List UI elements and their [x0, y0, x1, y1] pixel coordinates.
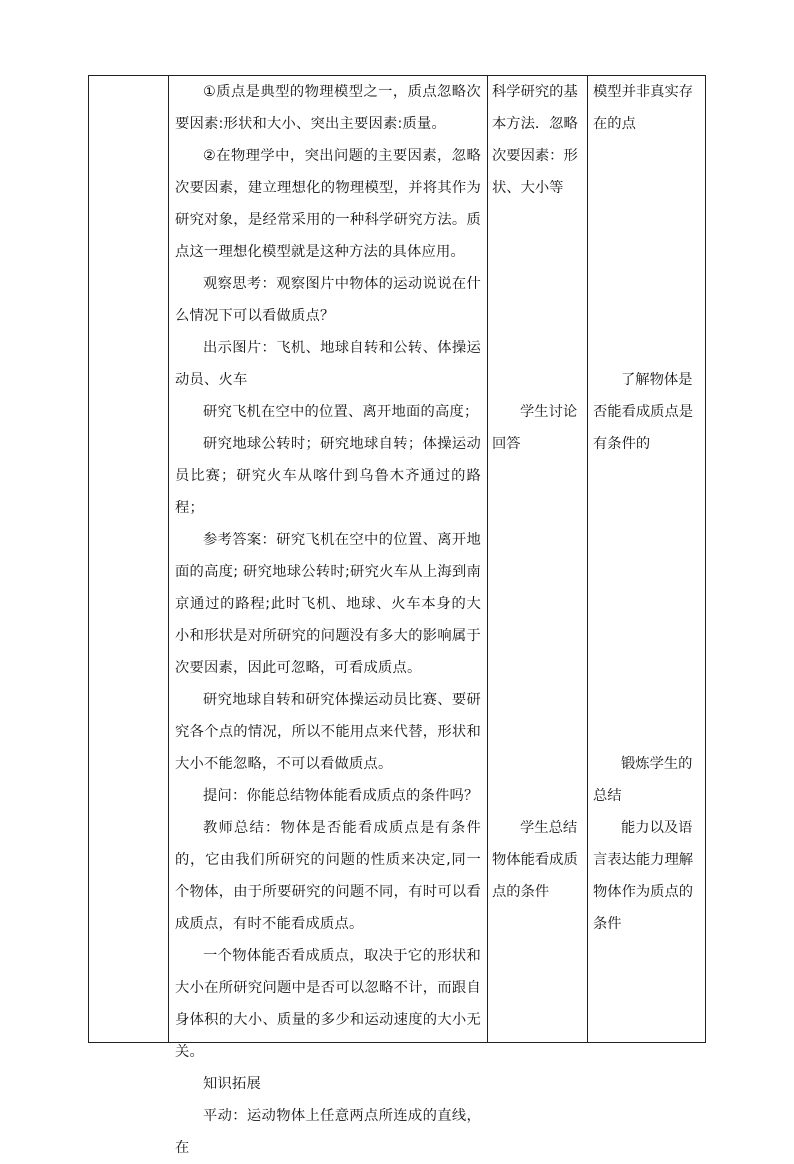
- cell-design-intent: [588, 76, 705, 1042]
- cell-teaching-content: [169, 76, 487, 1156]
- cell-student-activity: [488, 76, 587, 1042]
- content-paragraph: 出示图片：飞机、地球自转和公转、体操运动员、火车: [175, 340, 481, 388]
- content-paragraph: 教师总结：物体是否能看成质点是有条件的，它由我们所研究的问题的性质来决定,同一个物体，由于所要研究的问题不同，有时可以看成质点，有时不能看成质点。: [175, 820, 481, 932]
- content-paragraph: ②在物理学中，突出问题的主要因素，忽略次要因素，建立理想化的物理模型，并将其作为研究对象，是经常采用的一种科学研究方法。质点这一理想化模型就是这种方法的具体应用。: [175, 148, 481, 260]
- intent-note: 锻炼学生的总结: [593, 756, 693, 804]
- content-paragraph: ①质点是典型的物理模型之一，质点忽略次要因素:形状和大小、突出主要因素:质量。: [175, 84, 481, 132]
- content-paragraph: 研究飞机在空中的位置、离开地面的高度；: [203, 404, 479, 420]
- content-paragraph: 提问：你能总结物体能看成质点的条件吗？: [203, 788, 479, 804]
- intent-note: 能力以及语言表达能力理解物体作为质点的条件: [593, 820, 694, 932]
- lesson-table: [88, 75, 706, 1156]
- intent-note: 了解物体是否能看成质点是有条件的: [593, 372, 694, 452]
- student-note: 学生总结物体能看成质点的条件: [492, 820, 578, 900]
- content-paragraph: 参考答案：研究飞机在空中的位置、离开地面的高度; 研究地球公转时;研究火车从上海到南京通过的路程;此时飞机、地球、火车本身的大小和形状是对所研究的问题没有多大的影响属于次要因素，因此可忽略，可看成质点。: [175, 532, 481, 676]
- student-note: 科学研究的基本方法．忽略次要因素：形状、大小等: [492, 84, 578, 196]
- content-paragraph: 平动：运动物体上任意两点所连成的直线，在: [175, 1108, 481, 1156]
- content-paragraph: 知识拓展: [203, 1076, 261, 1092]
- intent-note: 模型并非真实存在的点: [593, 84, 694, 132]
- student-note: 学生讨论回答: [492, 404, 578, 452]
- content-paragraph: 研究地球公转时；研究地球自转；体操运动员比赛；研究火车从喀什到乌鲁木齐通过的路程；: [175, 436, 481, 516]
- content-paragraph: 研究地球自转和研究体操运动员比赛、要研究各个点的情况，所以不能用点来代替，形状和大小不能忽略，不可以看做质点。: [175, 692, 481, 772]
- content-paragraph: 一个物体能否看成质点，取决于它的形状和大小在所研究问题中是否可以忽略不计，而跟自身体积的大小、质量的多少和运动速度的大小无关。: [175, 948, 481, 1060]
- content-paragraph: 观察思考：观察图片中物体的运动说说在什么情况下可以看做质点？: [175, 276, 481, 324]
